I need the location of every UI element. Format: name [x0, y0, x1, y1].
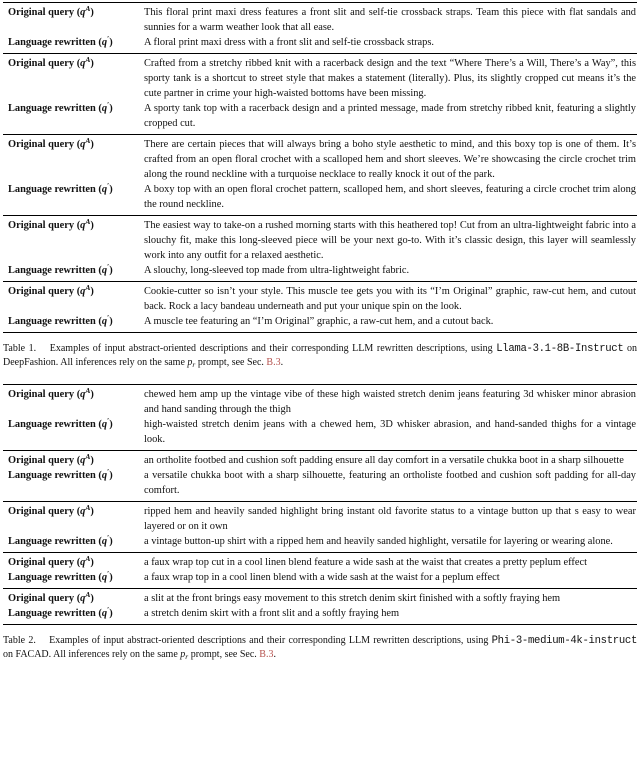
table-1-caption: Table 1. Examples of input abstract-oriented descriptions and their corresponding LLM rewritten descriptions, using Llama-3.1-8B-Instruct on DeepFashion. All inferences rely on the same $p_r$ prompt, see Sec. B.3.	[3, 343, 638, 369]
caption-number: Table 1.	[3, 343, 37, 354]
table-row	[3, 588, 637, 624]
caption-text: Examples of input abstract-oriented descriptions and their corresponding LLM rewritten descriptions, using	[49, 635, 489, 646]
row-label-language-rewritten: Language rewritten (q′)	[8, 605, 113, 619]
rewritten-query-text: A boxy top with an open floral crochet pattern, scalloped hem, and short sleeves, featuring a circle crochet trim along the round neckline.	[144, 184, 636, 210]
row-label-original-query: Original query $(q^A)$	[8, 283, 94, 297]
row-label-language-rewritten: Language rewritten (q′)	[8, 416, 113, 430]
table-1	[3, 2, 637, 333]
table-row	[3, 385, 637, 450]
original-query-text: chewed hem amp up the vintage vibe of these high waisted stretch denim jeans featuring 3d whisker minor abrasion and hand sanding through the thigh	[144, 389, 636, 415]
row-label-language-rewritten: Language rewritten (q′)	[8, 467, 113, 481]
original-query-text: Crafted from a stretchy ribbed knit with a racerback design and the text “Where There’s a Will, There’s a Way”, this sporty tank is a shortcut to street style that makes a statement (literally). Plus, its slightly cropped cut means it’s the cute partner in crime your high-waisted bottoms have been missing.	[144, 58, 636, 99]
row-label-original-query: Original query $(q^A)$	[8, 136, 94, 150]
row-label-original-query: Original query $(q^A)$	[8, 590, 94, 604]
row-label-language-rewritten: Language rewritten (q′)	[8, 313, 113, 327]
rewritten-query-text: A slouchy, long-sleeved top made from ultra-lightweight fabric.	[144, 265, 410, 276]
row-label-language-rewritten: Language rewritten (q′)	[8, 533, 113, 547]
section-link[interactable]: B.3	[266, 357, 281, 368]
rewritten-query-text: high-waisted stretch denim jeans with a chewed hem, 3D whisker abrasion, and hand-sanded thighs for a vintage look.	[144, 419, 636, 445]
caption-text: on DeepFashion. All inferences rely on the same	[3, 343, 638, 368]
row-label-language-rewritten: Language rewritten (q′)	[8, 34, 113, 48]
table-2	[3, 384, 637, 625]
original-query-text: There are certain pieces that will always bring a boho style aesthetic to mind, and this boxy top is one of them. It’s crafted from an open floral crochet with a scalloped hem and short sleeves. We’re showcasing the circle crochet trim along the round neckline with a turquoise necklace to really knock it out of the park.	[144, 139, 636, 180]
original-query-text: This floral print maxi dress features a front slit and self-tie crossback straps. Team this piece with flat sandals and sunnies for a warm weather look that all ease.	[144, 7, 636, 33]
model-name: Phi-3-medium-4k-instruct	[491, 635, 638, 647]
caption-text: Examples of input abstract-oriented descriptions and their corresponding LLM rewritten descriptions, using	[49, 343, 493, 354]
prompt-variable: p	[187, 357, 193, 368]
table-row	[3, 501, 637, 552]
row-label-language-rewritten: Language rewritten (q′)	[8, 181, 113, 195]
original-query-text: Cookie-cutter so isn’t your style. This muscle tee gets you with its “I’m Original” graphic, raw-cut hem, and cutout back. Rock a lacy bandeau underneath and put your unique spin on the look.	[144, 286, 636, 312]
table-row	[3, 134, 637, 215]
row-label-original-query: Original query $(q^A)$	[8, 452, 94, 466]
caption-text: on FACAD. All inferences rely on the same	[3, 649, 178, 660]
table-row	[3, 53, 637, 134]
table-row	[3, 215, 637, 281]
original-query-text: an ortholite footbed and cushion soft padding ensure all day comfort in a versatile chukka boot in a sharp silhouette	[144, 455, 624, 466]
row-label-original-query: Original query $(q^A)$	[8, 386, 94, 400]
row-label-original-query: Original query $(q^A)$	[8, 503, 94, 517]
original-query-text: The easiest way to take-on a rushed morning starts with this heathered top! Cut from an ultra-lightweight fabric into a slouchy fit, make this long-sleeved piece will be your next go-to. With it’s classic design, this layer will seamlessly work into any outfit for a relaxed aesthetic.	[144, 220, 636, 261]
rewritten-query-text: A sporty tank top with a racerback design and a printed message, made from stretchy ribbed knit, featuring a slightly cropped cut.	[144, 103, 636, 129]
row-label-original-query: Original query $(q^A)$	[8, 55, 94, 69]
original-query-text: a faux wrap top cut in a cool linen blend feature a wide sash at the waist that creates a pretty peplum effect	[144, 557, 587, 568]
rewritten-query-text: a versatile chukka boot with a sharp silhouette, featuring an ortholiste footbed and cushion soft padding for all-day comfort.	[144, 470, 636, 496]
caption-text: .	[280, 357, 284, 368]
original-query-text: a slit at the front brings easy movement to this stretch denim skirt finished with a softly fraying hem	[144, 593, 561, 604]
caption-text: prompt, see Sec.	[197, 357, 264, 368]
table-row	[3, 450, 637, 501]
rewritten-query-text: A floral print maxi dress with a front slit and self-tie crossback straps.	[144, 37, 435, 48]
row-label-original-query: Original query $(q^A)$	[8, 217, 94, 231]
original-query-text: ripped hem and heavily sanded highlight bring instant old favorite status to a vintage button up that s easy to wear layered or on it own	[144, 506, 636, 532]
model-name: Llama-3.1-8B-Instruct	[496, 343, 624, 355]
rewritten-query-text: a stretch denim skirt with a front slit and a softly fraying hem	[144, 608, 400, 619]
table-row	[3, 552, 637, 588]
caption-text: prompt, see Sec.	[190, 649, 257, 660]
rewritten-query-text: a faux wrap top in a cool linen blend with a wide sash at the waist for a peplum effect	[144, 572, 500, 583]
table-2-caption: Table 2. Examples of input abstract-oriented descriptions and their corresponding LLM rewritten descriptions, using Phi-3-medium-4k-instruct on FACAD. All inferences rely on the same $p_r$ prompt, see Sec. B.3.	[3, 635, 638, 661]
table-row	[3, 281, 637, 332]
row-label-language-rewritten: Language rewritten (q′)	[8, 100, 113, 114]
caption-number: Table 2.	[3, 635, 36, 646]
rewritten-query-text: A muscle tee featuring an “I’m Original” graphic, a raw-cut hem, and a cutout back.	[144, 316, 494, 327]
row-label-language-rewritten: Language rewritten (q′)	[8, 569, 113, 583]
table-row	[3, 3, 637, 53]
prompt-variable: p	[180, 649, 186, 660]
row-label-language-rewritten: Language rewritten (q′)	[8, 262, 113, 276]
section-link[interactable]: B.3	[259, 649, 274, 660]
row-label-original-query: Original query $(q^A)$	[8, 4, 94, 18]
rewritten-query-text: a vintage button-up shirt with a ripped hem and heavily sanded highlight, versatile for layering or wearing alone.	[144, 536, 613, 547]
caption-text: .	[273, 649, 276, 660]
row-label-original-query: Original query $(q^A)$	[8, 554, 94, 568]
